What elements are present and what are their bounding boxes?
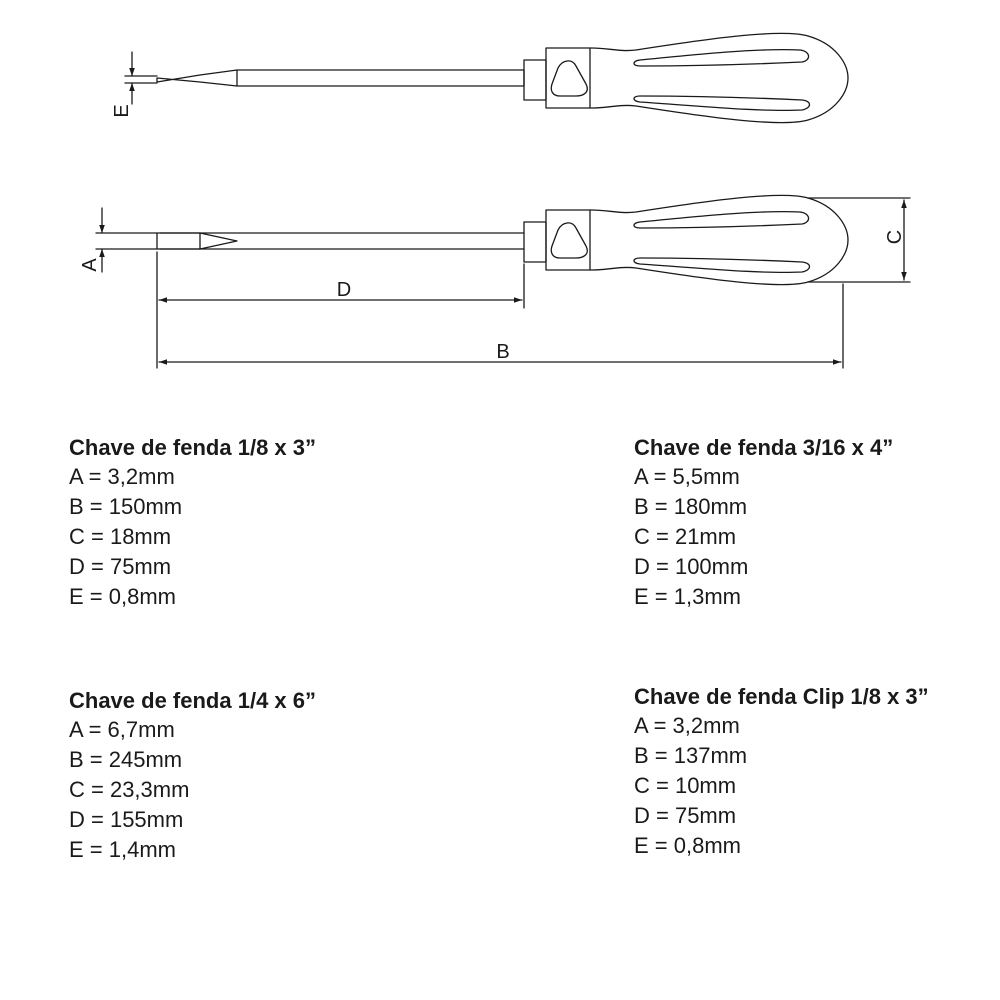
spec-value-a: A = 3,2mm: [634, 713, 740, 738]
spec-value-b: B = 245mm: [69, 747, 183, 772]
spec-value-d: D = 75mm: [634, 803, 737, 828]
dimension-a-label: A: [79, 258, 101, 272]
blade-front: [157, 233, 237, 249]
spec-value-a: A = 6,7mm: [69, 717, 175, 742]
spec-value-a: A = 3,2mm: [69, 464, 175, 489]
ferrule-side: [524, 60, 546, 100]
spec-value-c: C = 23,3mm: [69, 777, 190, 802]
dimension-b-label: B: [496, 341, 510, 363]
dimension-d-label: D: [336, 279, 352, 301]
spec-value-e: E = 1,4mm: [69, 837, 176, 862]
dimension-e-label: E: [111, 104, 133, 118]
screwdriver-diagram: [0, 0, 1000, 420]
spec-value-e: E = 0,8mm: [69, 584, 176, 609]
spec-block: [69, 434, 429, 612]
spec-value-d: D = 75mm: [69, 554, 172, 579]
spec-value-c: C = 21mm: [634, 524, 737, 549]
blade-side: [157, 70, 524, 86]
spec-title: Chave de fenda Clip 1/8 x 3”: [634, 684, 929, 709]
spec-title: Chave de fenda 3/16 x 4”: [634, 435, 894, 460]
spec-value-e: E = 1,3mm: [634, 584, 741, 609]
spec-value-a: A = 5,5mm: [634, 464, 740, 489]
dimension-c-label: C: [884, 229, 906, 245]
spec-block: [634, 434, 994, 612]
spec-value-d: D = 100mm: [634, 554, 749, 579]
ferrule-front: [524, 222, 546, 262]
spec-block: [634, 683, 994, 861]
spec-value-b: B = 180mm: [634, 494, 748, 519]
spec-title: Chave de fenda 1/8 x 3”: [69, 435, 316, 460]
spec-value-b: B = 150mm: [69, 494, 183, 519]
spec-block: [69, 687, 429, 865]
spec-value-d: D = 155mm: [69, 807, 184, 832]
spec-value-b: B = 137mm: [634, 743, 748, 768]
spec-value-c: C = 10mm: [634, 773, 737, 798]
spec-value-c: C = 18mm: [69, 524, 172, 549]
spec-value-e: E = 0,8mm: [634, 833, 741, 858]
screwdriver-side-view: [125, 33, 848, 122]
spec-title: Chave de fenda 1/4 x 6”: [69, 688, 316, 713]
